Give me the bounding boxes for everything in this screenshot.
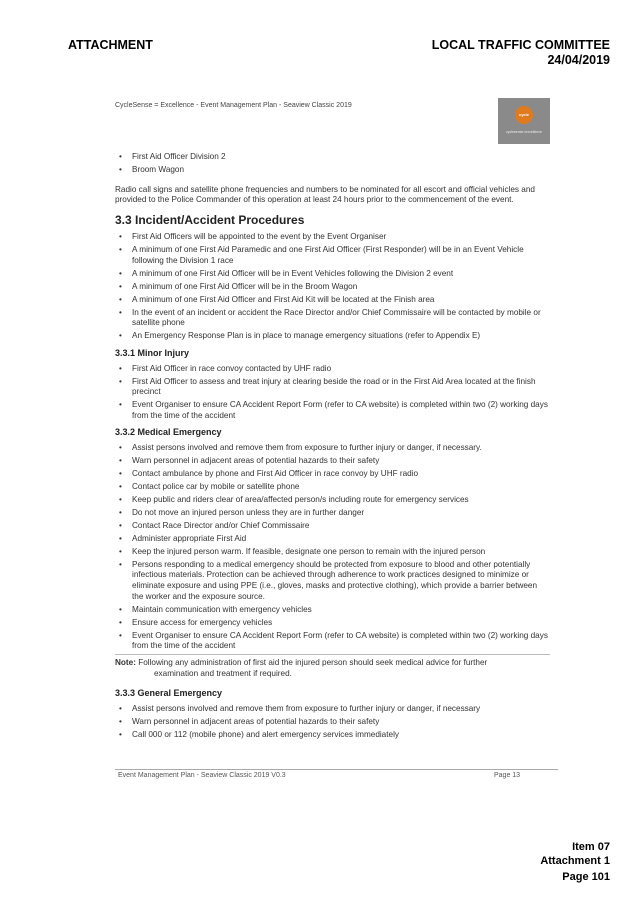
document-title: CycleSense = Excellence - Event Management Plan - Seaview Classic 2019 [115, 102, 352, 109]
page-content [115, 152, 550, 743]
footer-divider [115, 769, 558, 770]
list-item: • A minimum of one First Aid Paramedic and one First Aid Officer (First Responder) will be in an Event Vehicle following the Division 1 race [115, 245, 550, 266]
list-item: • Keep the injured person warm. If feasible, designate one person to remain with the injured person [115, 547, 550, 558]
medical-emergency-list [115, 443, 550, 652]
logo-tagline: cyclesense=excellence [506, 130, 542, 134]
note-text: Following any administration of first aid the injured person should seek medical advice for further [138, 658, 488, 668]
list-item: • Do not move an injured person unless they are in further danger [115, 508, 550, 519]
committee-date: 24/04/2019 [547, 53, 610, 67]
list-item: • Maintain communication with emergency vehicles [115, 605, 550, 616]
minor-injury-list [115, 364, 550, 422]
footer-page-number: Page 13 [494, 772, 521, 779]
list-item: • First Aid Officer to assess and treat injury at clearing beside the road or in the First Aid Area located at the finish precinct [115, 377, 550, 398]
attachment-number: Attachment 1 [540, 855, 610, 867]
attachment-header: ATTACHMENT [68, 38, 153, 52]
list-item: • Persons responding to a medical emergency should be protected from exposure to blood and other potentially infectious materials. Protection can be achieved through adherence to work practices designed to minimize or eliminate exposure and using PPE (i.e., gloves, masks and protective clothing), which provide a barrier between the worker and the exposure source. [115, 560, 550, 602]
committee-header [432, 38, 610, 68]
note-line [115, 658, 550, 669]
list-item: • First Aid Officers will be appointed to the event by the Event Organiser [115, 232, 550, 243]
list-item: • Call 000 or 112 (mobile phone) and alert emergency services immediately [115, 730, 550, 741]
subsection-heading: 3.3.1 Minor Injury [115, 348, 190, 359]
subsection-heading: 3.3.3 General Emergency [115, 688, 223, 699]
footer-doc-title: Event Management Plan - Seaview Classic 2019 V0.3 [118, 772, 286, 779]
first-aid-note [115, 654, 550, 679]
list-item: • First Aid Officer in race convoy contacted by UHF radio [115, 364, 550, 375]
list-item: • Warn personnel in adjacent areas of potential hazards to their safety [115, 717, 550, 728]
list-item: • Warn personnel in adjacent areas of potential hazards to their safety [115, 456, 550, 467]
list-item: • Broom Wagon [115, 165, 550, 176]
list-item: • An Emergency Response Plan is in place to manage emergency situations (refer to Appendix E) [115, 331, 550, 342]
list-item: • Assist persons involved and remove them from exposure to further injury or danger, if necessary. [115, 443, 550, 454]
list-item: • Keep public and riders clear of area/affected person/s including route for emergency services [115, 495, 550, 506]
item-number: Item 07 [572, 841, 610, 853]
list-item: • Contact police car by mobile or satellite phone [115, 482, 550, 493]
incident-procedures-list [115, 232, 550, 342]
note-label: Note: [115, 658, 136, 668]
logo-badge: cycle [515, 106, 533, 124]
list-item: • A minimum of one First Aid Officer and First Aid Kit will be located at the Finish area [115, 295, 550, 306]
general-emergency-list [115, 704, 550, 741]
subsection-heading: 3.3.2 Medical Emergency [115, 427, 222, 438]
list-item: • Assist persons involved and remove them from exposure to further injury or danger, if necessary [115, 704, 550, 715]
list-item: • Contact Race Director and/or Chief Commissaire [115, 521, 550, 532]
list-item: • A minimum of one First Aid Officer will be in the Broom Wagon [115, 282, 550, 293]
cyclesense-logo [498, 98, 550, 144]
list-item: • First Aid Officer Division 2 [115, 152, 550, 163]
list-item: • Event Organiser to ensure CA Accident Report Form (refer to CA website) is completed within two (2) working days from the time of the accident [115, 631, 550, 652]
list-item: • Administer appropriate First Aid [115, 534, 550, 545]
committee-name: LOCAL TRAFFIC COMMITTEE [431, 38, 610, 52]
list-item: • A minimum of one First Aid Officer will be in Event Vehicles following the Division 2 event [115, 269, 550, 280]
list-item: • In the event of an incident or accident the Race Director and/or Chief Commissaire will be contacted by mobile or satellite phone [115, 308, 550, 329]
intro-list [115, 152, 550, 176]
list-item: • Event Organiser to ensure CA Accident Report Form (refer to CA website) is completed within two (2) working days from the time of the accident [115, 400, 550, 421]
agenda-page-number: Page 101 [562, 871, 610, 883]
radio-paragraph: Radio call signs and satellite phone frequencies and numbers to be nominated for all escort and official vehicles and provided to the Police Commander of this operation at least 24 hours prior to the commencement of the event. [115, 184, 535, 205]
section-heading: 3.3 Incident/Accident Procedures [115, 212, 305, 227]
note-line: examination and treatment if required. [154, 668, 292, 678]
attachment-reference [540, 840, 610, 868]
list-item: • Ensure access for emergency vehicles [115, 618, 550, 629]
list-item: • Contact ambulance by phone and First Aid Officer in race convoy by UHF radio [115, 469, 550, 480]
